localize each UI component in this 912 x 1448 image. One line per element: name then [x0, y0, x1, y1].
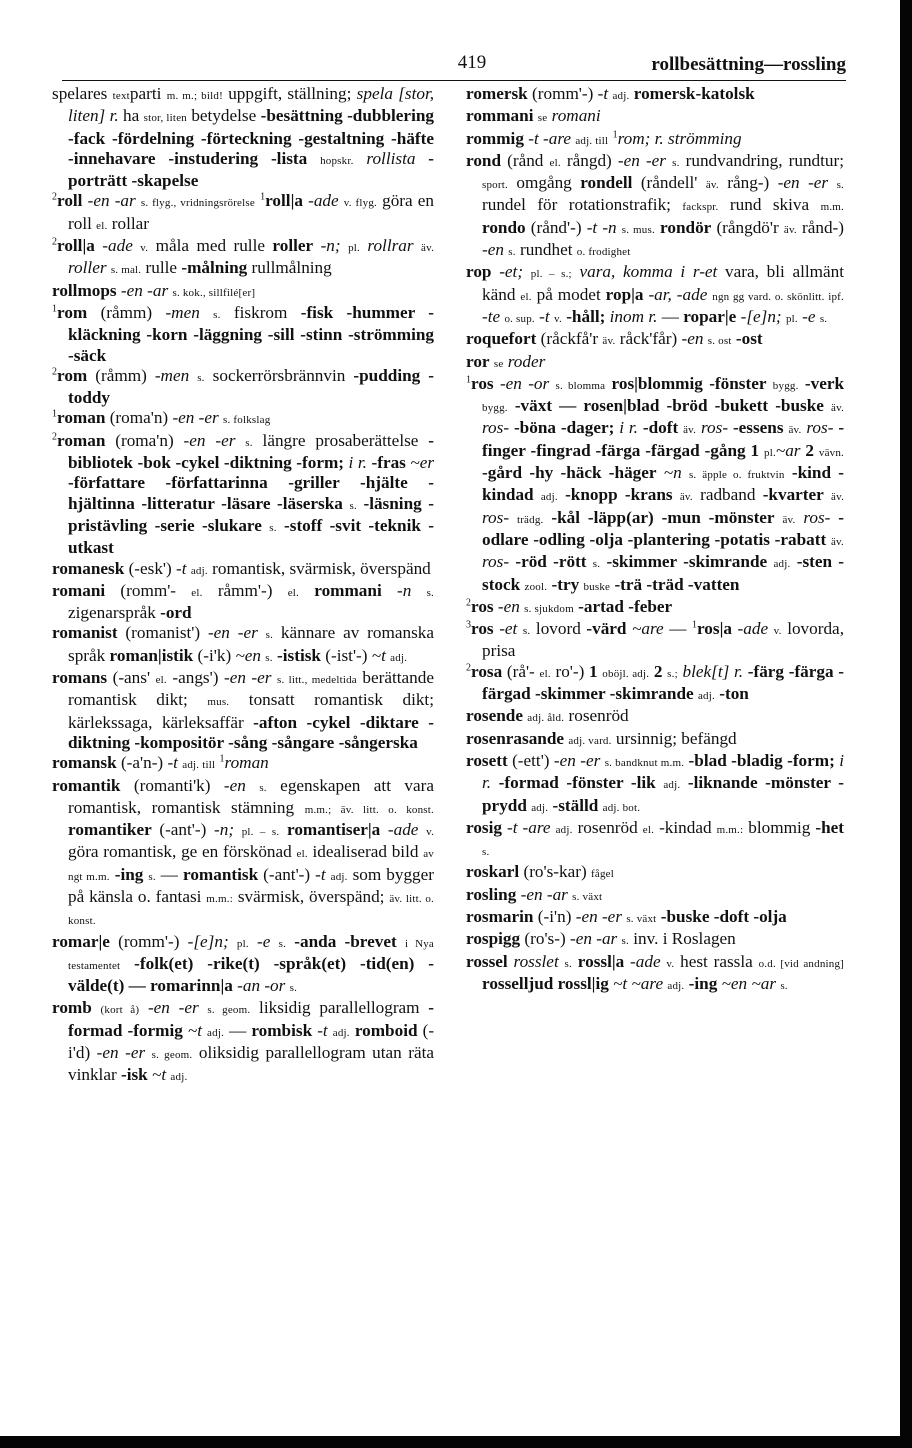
right-column: [466, 84, 844, 996]
dictionary-entry: rosig -t -are adj. rosenröd el. -kindad m.m.: blommig -het s.: [466, 817, 845, 859]
dictionary-entry: $^1$rom (råmm) -men s. fiskrom -fisk -hummer -kläckning -korn -läggning -sill -stinn -strömming -säck: [52, 302, 434, 365]
dictionary-entry: $^2$ros -en s. sjukdom -artad -feber: [466, 596, 673, 616]
dictionary-entry: romersk (romm'-) -t adj. romersk-katolsk: [466, 84, 755, 103]
dictionary-entry: $^1$ros -en -or s. blomma ros|blommig -fönster bygg. -verk bygg. -växt — rosen|blad -bröd -bukett -buske äv. ros- -böna -dager; i r. -doft äv. ros- -essens äv. ros- -finger -fingrad -färga -färgad -gång 1 pl.~ar 2 vävn. -gård -hy -häck -häger ~n s. äpple o. fruktvin -kind -kindad adj. -knopp -krans äv. radband -kvarter äv. ros- trädg. -kål -läpp(ar) -mun -mönster äv. ros- -odlare -odling -olja -plantering -potatis -rabatt äv. ros- -röd -rött s. -skimmer -skimrande adj. -sten -stock zool. -try buske -trä -träd -vatten: [466, 373, 845, 594]
dictionary-entry: $^1$roman (roma'n) -en -er s. folkslag: [52, 408, 271, 428]
dictionary-entry: rosett (-ett') -en -er s. bandknut m.m. -blad -bladig -form; i r. -formad -fönster -lik adj. -liknande -mönster -prydd adj. -ställd adj. bot.: [466, 750, 845, 815]
dictionary-entry: rosenrasande adj. vard. ursinnig; befängd: [466, 728, 737, 748]
dictionary-entry: rosende adj. åld. rosenröd: [466, 706, 629, 726]
dictionary-entry: rospigg (ro's-) -en -ar s. inv. i Roslagen: [466, 929, 736, 949]
dictionary-entry: romb (kort å) -en -er s. geom. liksidig parallellogram -formad -formig ~t adj. — rombisk -t adj. romboid (-i'd) -en -er s. geom. oliksidig parallellogram utan räta vinklar -isk ~t adj.: [52, 998, 435, 1085]
running-head: rollbesättning—rossling: [651, 54, 846, 75]
dictionary-entry: rommig -t -are adj. till $^1$rom; r. strömming: [466, 128, 742, 148]
left-column: [52, 84, 434, 1088]
dictionary-entry: $^2$rom (råmm) -men s. sockerrörsbrännvin -pudding -toddy: [52, 365, 435, 408]
page-header: [62, 52, 846, 82]
dictionary-entry: romanist (romanist') -en -er s. kännare av romanska språk roman|istik (-i'k) ~en s. -istisk (-ist'-) ~t adj.: [52, 623, 434, 665]
dictionary-entry: $^2$roll|a -ade v. måla med rulle roller -n; pl. rollrar äv. roller s. mal. rulle -målning rullmålning: [52, 236, 435, 278]
dictionary-entry: romanesk (-esk') -t adj. romantisk, svärmisk, överspänd: [52, 558, 431, 578]
scan-edge-right: [900, 0, 912, 1448]
page-number: 419: [457, 52, 487, 73]
dictionary-entry: romani (romm'- el. råmm'-) el. rommani -n s. zigenarspråk -ord: [52, 580, 435, 623]
dictionary-entry: $^3$ros -et s. lovord -värd ~are — $^1$ros|a -ade v. lovorda, prisa: [466, 619, 844, 661]
dictionary-entry: $^2$roman (roma'n) -en -er s. längre prosaberättelse -bibliotek -bok -cykel -diktning -form; i r. -fras ~er -författare -författarinna -griller -hjälte -hjältinna -litteratur -läsare -läserska s. -läsning -pristävling -serie -slukare s. -stoff -svit -teknik -utkast: [52, 430, 435, 558]
scan-edge-bottom: [0, 1436, 912, 1448]
dictionary-entry: romansk (-a'n-) -t adj. till $^1$roman: [52, 753, 269, 773]
dictionary-entry: rollmops -en -ar s. kok., sillfilé[er]: [52, 280, 256, 300]
header-rule: [62, 80, 846, 81]
dictionary-entry: romans (-ans' el. -angs') -en -er s. litt., medeltida berättande romantisk dikt; mus. tonsatt romantisk dikt; kärlekssaga, kärleksaffär -afton -cykel -diktare -diktning -kompositör -sång -sångare -sångerska: [52, 668, 434, 752]
dictionary-entry: rop -et; pl. – s.; vara, komma i r-et vara, bli allmänt känd el. på modet rop|a -ar, -ade ngn gg vard. o. skönlitt. ipf. -te o. sup. -t v. -håll; inom r. — ropar|e -[e]n; pl. -e s.: [466, 262, 845, 326]
dictionary-entry: rond (rånd el. rångd) -en -er s. rundvandring, rundtur; sport. omgång rondell (råndell' äv. rång-) -en -er s. rundel för rotationstrafik; fackspr. rund skiva m.m. rondo (rånd'-) -t -n s. mus. rondör (rångdö'r äv. rånd-) -en s. rundhet o. frodighet: [466, 150, 845, 260]
dictionary-entry: roskarl (ro's-kar) fågel: [466, 862, 614, 882]
dictionary-entry: roquefort (råckfå'r äv. råck'får) -en s. ost -ost: [466, 329, 763, 349]
dictionary-entry: rommani se romani: [466, 106, 601, 126]
dictionary-entry: $^2$rosa (rå'- el. ro'-) 1 oböjl. adj. 2 s.; blek[t] r. -färg -färga -färgad -skimmer -skimrande adj. -ton: [466, 661, 844, 704]
dictionary-entry: spelares textparti m. m.; bild! uppgift, ställning; spela [stor, liten] r. ha stor, liten betydelse -besättning -dubblering -fack -fördelning -förteckning -gestaltning -häfte -innehavare -instudering -lista hopskr. rollista -porträtt -skapelse: [52, 84, 435, 191]
dictionary-entry: romantik (romanti'k) -en s. egenskapen att vara romantisk, romantisk stämning m.m.; äv. litt. o. konst. romantiker (-ant'-) -n; pl. – s. romantiser|a -ade v. göra romantisk, ge en förskönad el. idealiserad bild av ngt m.m. -ing s. — romantisk (-ant'-) -t adj. som bygger på känsla o. fantasi m.m.: svärmisk, överspänd; äv. litt. o. konst.: [52, 775, 435, 928]
dictionary-entry: rossel rosslet s. rossl|a -ade v. hest rassla o.d. [vid andning] rosselljud rossl|ig ~t ~are adj. -ing ~en ~ar s.: [466, 951, 845, 993]
dictionary-entry: romar|e (romm'-) -[e]n; pl. -e s. -anda -brevet i Nya testamentet -folk(et) -rike(t) -språk(et) -tid(en) -välde(t) — romarinn|a -an -or s.: [52, 931, 434, 996]
dictionary-entry: $^2$roll -en -ar s. flyg., vridningsrörelse $^1$roll|a -ade v. flyg. göra en roll el. rollar: [52, 191, 435, 233]
dictionary-entry: ror se roder: [466, 351, 546, 371]
dictionary-entry: rosling -en -ar s. växt: [466, 884, 603, 904]
dictionary-entry: rosmarin (-i'n) -en -er s. växt -buske -doft -olja: [466, 906, 787, 926]
